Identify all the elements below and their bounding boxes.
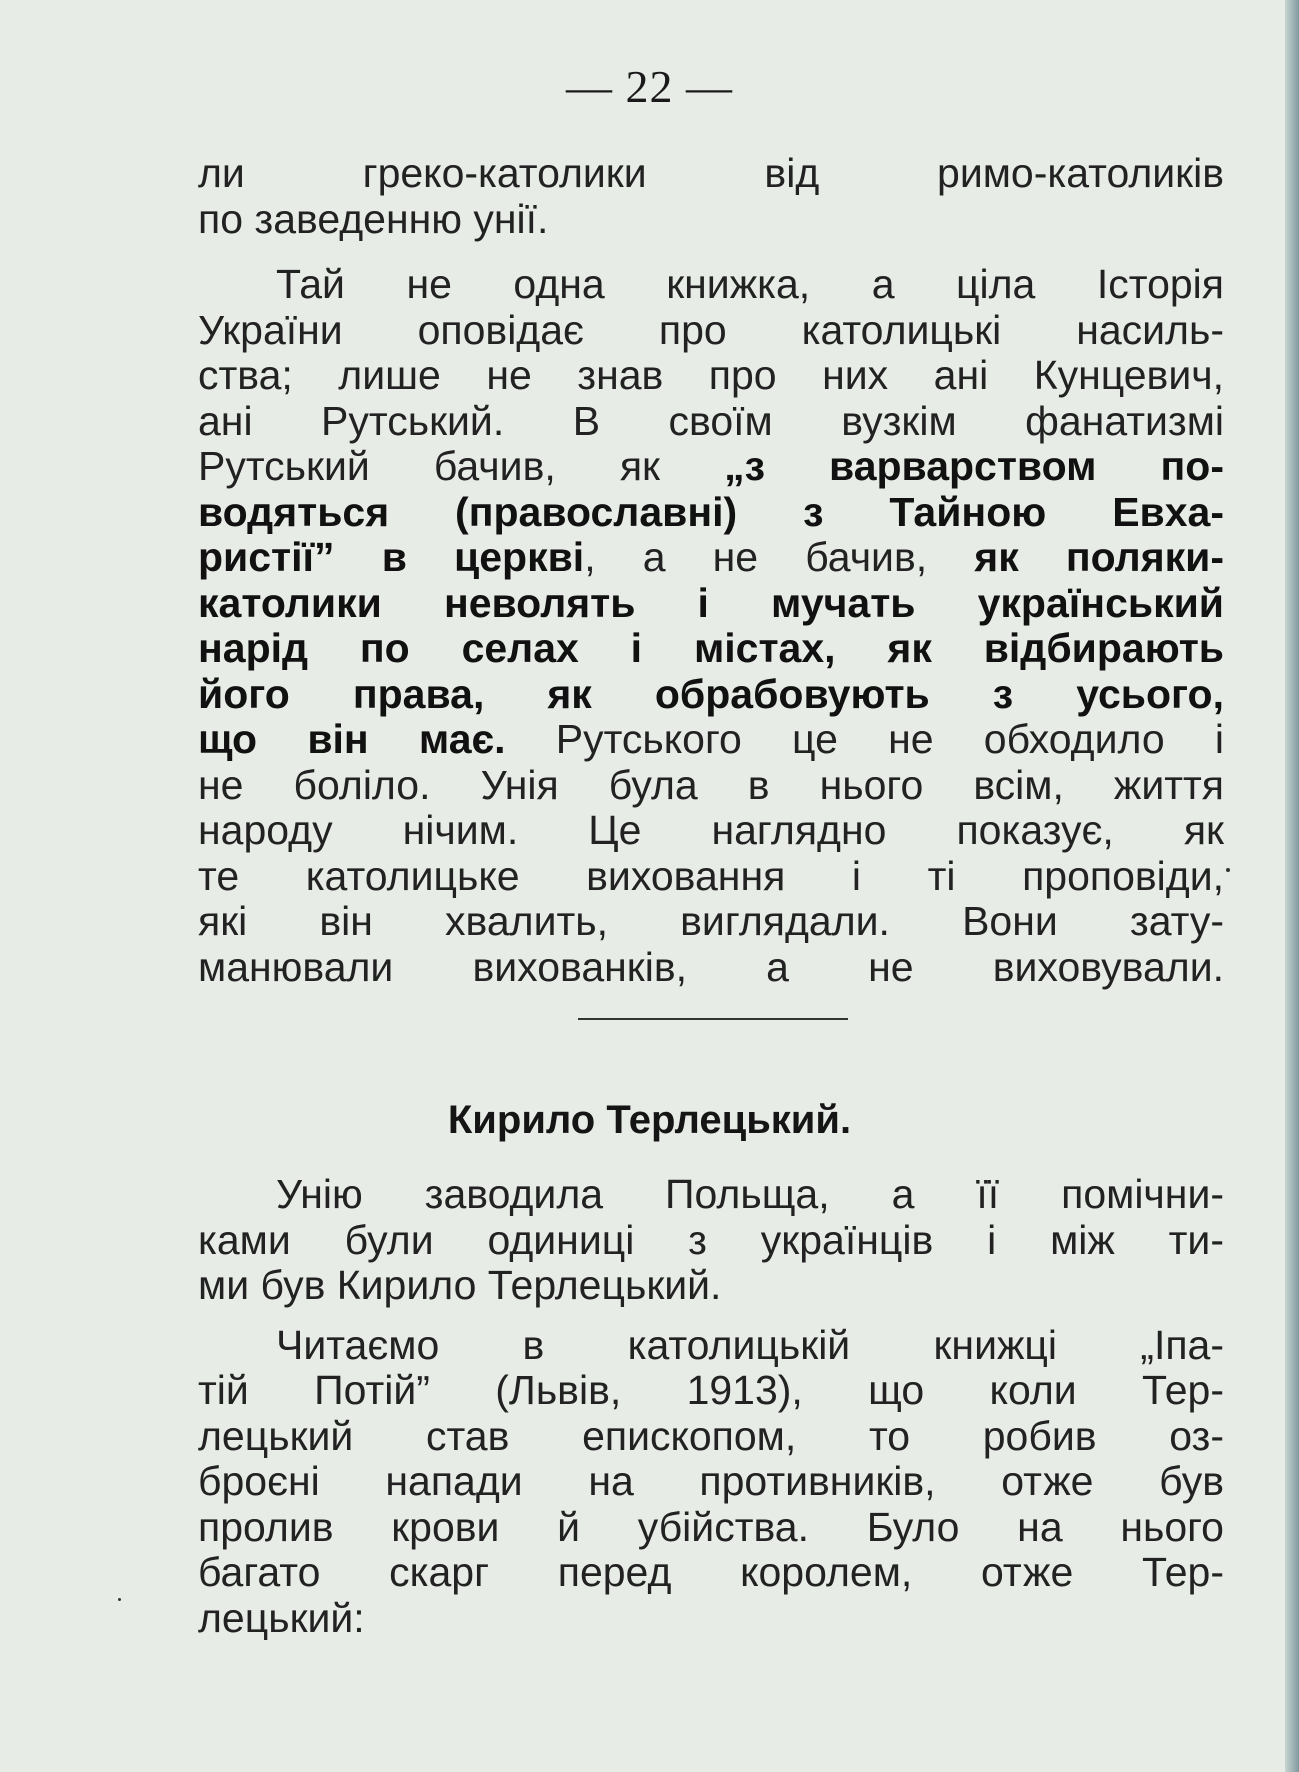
text-line: тій Потій” (Львів, 1913), що коли Тер- [198,1367,1224,1413]
text-line [198,535,1224,581]
text-line: ками були одиниці з українців і між ти- [198,1216,1224,1263]
text-line: які він хвалить, виглядали. Вони зату- [198,898,1224,944]
page-number: — 22 — [566,61,733,112]
text-line: броєні напади на противників, отже був [198,1458,1224,1504]
bold-run: ристії” в церкві [198,534,585,580]
text-line: лецький: [198,1594,365,1641]
page-edge-shadow [1285,0,1299,1772]
ink-speck [1226,868,1230,872]
section-1-text [198,151,1224,990]
text-line: його права, як обрабовують з усього, [198,670,1224,717]
text-line: багато скарг перед королем, отже Тер- [198,1549,1224,1595]
bold-run: як поляки- [974,534,1224,580]
text-line [198,444,1224,490]
bold-run: „з варварством по- [724,443,1224,489]
ink-speck [118,1598,121,1601]
text-line: Унію заводила Польща, а її помічни- [276,1171,1224,1217]
text-line: ли греко-католики від римо-католиків [198,150,1224,196]
text-line: нарід по селах і містах, як відбирають [198,625,1224,671]
text-run: , а не бачив, [584,534,975,580]
text-line: лецький став епископом, то робив оз- [198,1412,1224,1459]
text-line: ства; лише не знав про них ані Кунцевич, [198,352,1224,398]
text-run: Рутський бачив, як [198,443,725,489]
text-line: Читаємо в католицькій книжці „Іпа- [276,1321,1224,1368]
text-line: не боліло. Унія була в нього всім, життя [198,761,1224,808]
text-line [198,717,1224,763]
text-line: Тай не одна книжка, а ціла Історія [276,261,1224,307]
bold-run: що він має. [198,716,506,762]
text-line: католики неволять і мучать український [198,579,1224,626]
text-line: народу нічим. Це наглядно показує, як [198,807,1224,853]
text-line: пролив крови й убійства. Було на нього [198,1503,1224,1550]
section-2-text [198,1172,1224,1641]
text-line: водяться (православні) з Тайною Евха- [198,488,1224,535]
section-heading: Кирило Терлецький. [447,1098,852,1142]
section-divider [578,1018,848,1020]
text-line: те католицьке виховання і ті проповіди, [198,852,1224,899]
text-line: ані Рутський. В своїм вузкім фанатизмі [198,397,1224,444]
text-line: ми був Кирило Терлецький. [198,1262,722,1308]
text-run: Рутського це не обходило і [505,716,1224,762]
text-line: України оповідає про католицькі насиль- [198,306,1224,353]
text-line: по заведенню унії. [198,195,549,242]
text-line: манювали вихованків, а не виховували. [198,943,1224,990]
